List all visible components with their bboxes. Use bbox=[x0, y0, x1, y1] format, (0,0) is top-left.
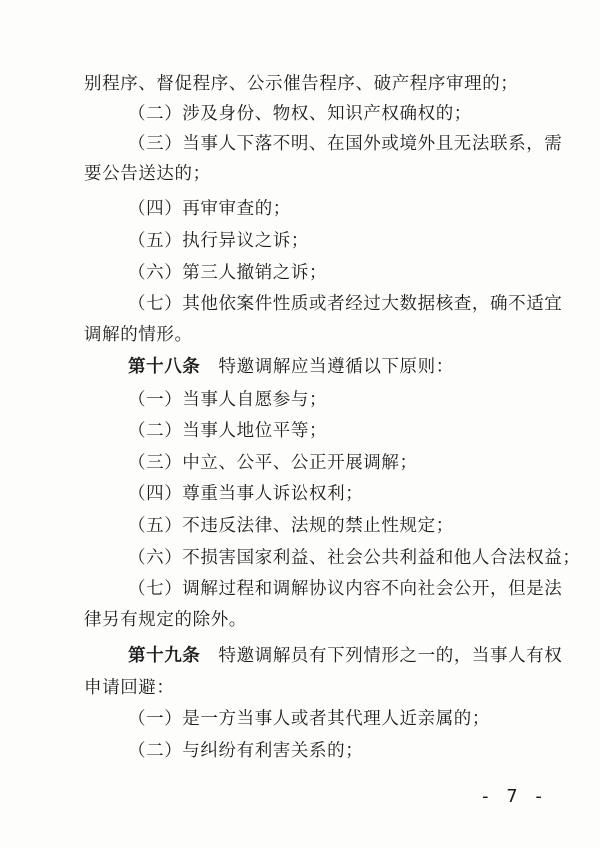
text-line: （六）不损害国家利益、社会公共利益和他人合法权益； bbox=[128, 548, 581, 568]
article-18-text: 特邀调解应当遵循以下原则： bbox=[218, 357, 454, 377]
text-line: （二）与纠纷有利害关系的； bbox=[128, 741, 364, 761]
text-line: 律另有规定的除外。 bbox=[84, 610, 247, 630]
text-line: 要公告送达的； bbox=[84, 164, 211, 184]
text-line: 调解的情形。 bbox=[84, 325, 193, 345]
article-19-text: 特邀调解员有下列情形之一的，当事人有权 bbox=[218, 646, 563, 666]
article-19-line bbox=[128, 645, 562, 667]
text-line: （七）其他依案件性质或者经过大数据核查，确不适宜 bbox=[128, 294, 563, 314]
text-line: （二）当事人地位平等； bbox=[128, 421, 328, 441]
text-line: （四）尊重当事人诉讼权利； bbox=[128, 484, 364, 504]
text-line: （二）涉及身份、物权、知识产权确权的； bbox=[128, 104, 472, 124]
text-line: （一）是一方当事人或者其代理人近亲属的； bbox=[128, 709, 490, 729]
text-line: （五）执行异议之诉； bbox=[128, 231, 309, 251]
text-line: （一）当事人自愿参与； bbox=[128, 390, 328, 410]
text-line: 申请回避： bbox=[84, 678, 175, 698]
article-18-heading: 第十八条 bbox=[128, 357, 201, 377]
article-19-heading: 第十九条 bbox=[128, 646, 201, 666]
page-number: - 7 - bbox=[482, 786, 548, 807]
text-line: （六）第三人撤销之诉； bbox=[128, 263, 328, 283]
text-line: （七）调解过程和调解协议内容不向社会公开，但是法 bbox=[128, 579, 563, 599]
text-line: （三）当事人下落不明、在国外或境外且无法联系，需 bbox=[128, 134, 563, 154]
text-line: 别程序、督促程序、公示催告程序、破产程序审理的； bbox=[84, 74, 519, 94]
text-line: （四）再审审查的； bbox=[128, 199, 291, 219]
text-line: （三）中立、公平、公正开展调解； bbox=[128, 453, 418, 473]
text-line: （五）不违反法律、法规的禁止性规定； bbox=[128, 516, 454, 536]
article-18-line bbox=[128, 356, 454, 378]
